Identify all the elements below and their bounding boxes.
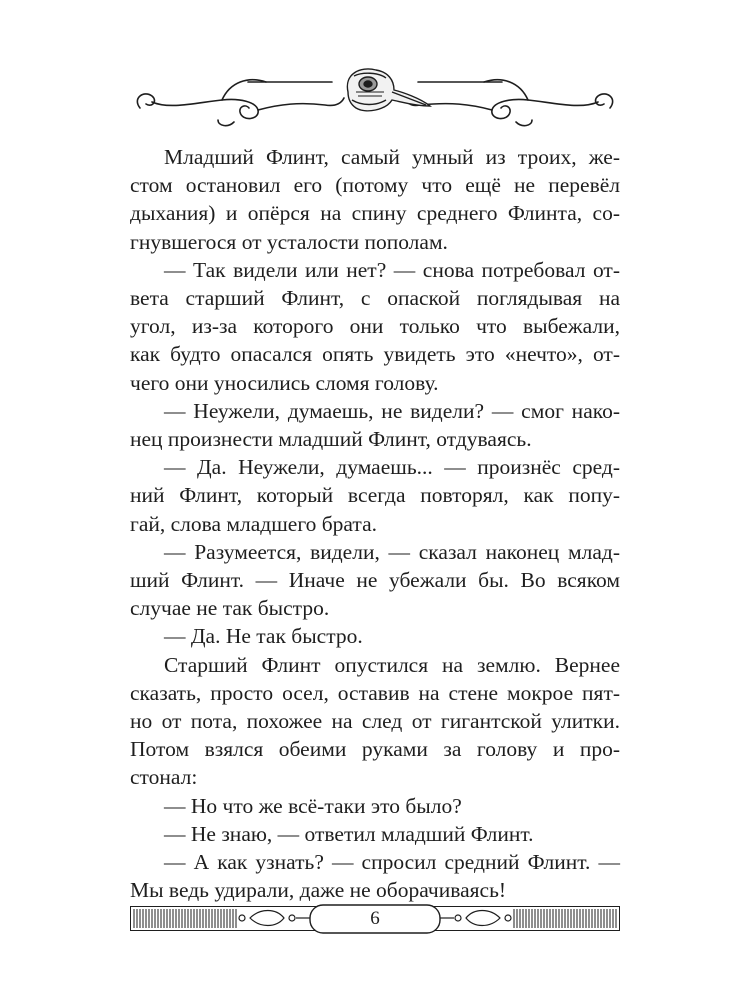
text-line: — Разумеется, видели, — сказал наконец млад- [164, 539, 620, 564]
text-line: — Но что же всё-таки это было? [164, 793, 462, 818]
text-line: нец произнести младший Флинт, отдуваясь. [130, 427, 532, 452]
body-text [130, 143, 620, 904]
text-line: чего они уносились сломя голову. [130, 370, 439, 395]
text-line: стом остановил его (потому что ещё не перевёл [130, 173, 620, 198]
text-line: — Неужели, думаешь, не видели? — смог нако- [164, 398, 620, 423]
text-line: Потом взялся обеими руками за голову и про- [130, 737, 620, 762]
text-line: гай, слова младшего брата. [130, 511, 377, 536]
text-line: ший Флинт. — Иначе не убежали бы. Во всяком [130, 568, 620, 593]
text-line: случае не так быстро. [130, 596, 330, 621]
text-line: Младший Флинт, самый умный из троих, же- [164, 145, 620, 169]
text-line: — Да. Не так быстро. [164, 624, 363, 649]
text-line: угол, из-за которого они только что выбежали, [130, 314, 620, 339]
text-line: гнувшегося от усталости пополам. [130, 229, 448, 254]
text-line: Мы ведь удирали, даже не оборачиваясь! [130, 878, 507, 903]
text-line: дыхания) и опёрся на спину среднего Флинта, со- [130, 201, 620, 226]
text-line: но от пота, похожее на след от гигантской улитки. [130, 709, 620, 734]
footer-ornament [130, 902, 620, 936]
text-line: — А как узнать? — спросил средний Флинт. — [164, 850, 620, 875]
text-line: сказать, просто осел, оставив на стене мокрое пят- [130, 680, 620, 705]
text-line: Старший Флинт опустился на землю. Вернее [164, 652, 620, 677]
text-line: — Не знаю, — ответил младший Флинт. [164, 821, 534, 846]
header-ornament [130, 62, 620, 134]
text-line: вета старший Флинт, с опаской поглядывая на [130, 286, 620, 311]
text-line: — Так видели или нет? — снова потребовал от- [164, 257, 620, 282]
plague-doctor-mask-icon [130, 62, 620, 134]
text-line: — Да. Неужели, думаешь... — произнёс сред- [164, 455, 620, 480]
text-line: стонал: [130, 765, 198, 790]
page-number: 6 [370, 908, 380, 929]
text-line: как будто опасался опять увидеть это «нечто», от- [130, 342, 620, 367]
text-line: ний Флинт, который всегда повторял, как попу- [130, 483, 620, 508]
